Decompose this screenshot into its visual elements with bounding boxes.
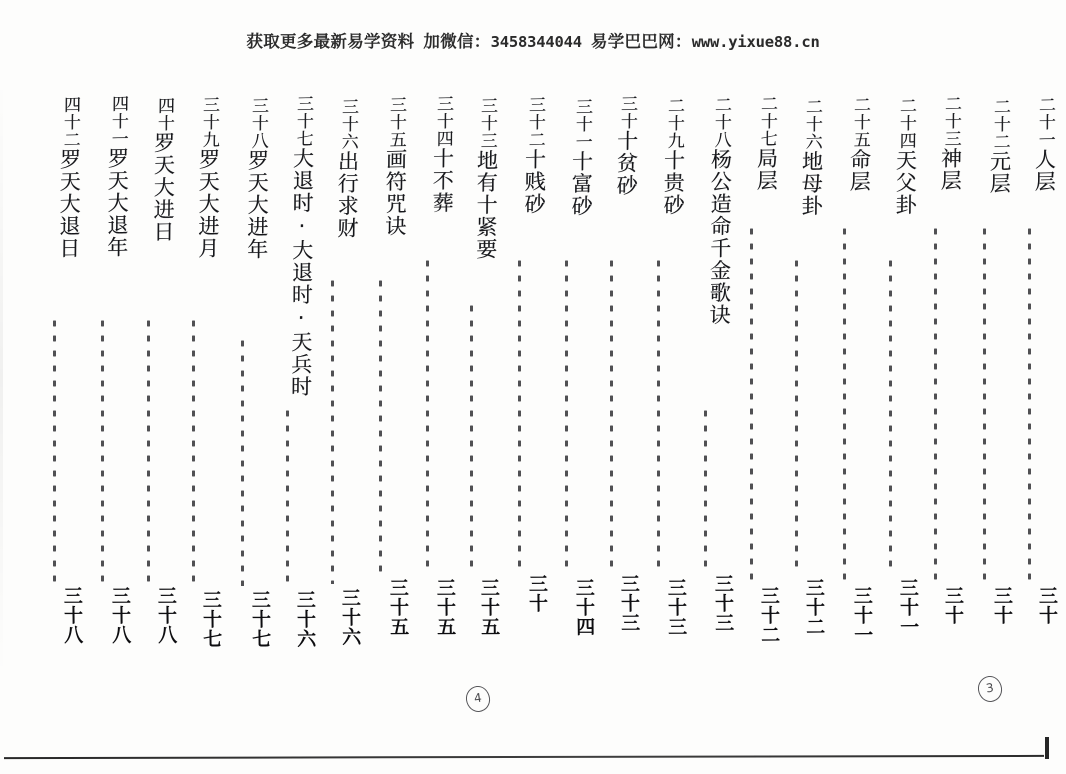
toc-entry[interactable] <box>777 78 826 638</box>
toc-entry-stack <box>825 78 874 645</box>
toc-entry-stack <box>408 78 457 638</box>
toc-entry-title: 出行求财 <box>335 150 360 240</box>
toc-dot-leader <box>610 256 613 570</box>
toc-entry[interactable] <box>223 78 271 649</box>
promo-site-label: 易学巴巴网： <box>590 32 692 51</box>
toc-dot-leader <box>241 336 244 586</box>
toc-page-number: 三十 <box>942 585 965 625</box>
toc-entry-number: 四十一 <box>107 94 129 148</box>
toc-page-number: 三十二 <box>757 585 781 645</box>
toc-page-number: 三十 <box>525 573 548 613</box>
toc-entry-number: 三十四 <box>432 94 454 148</box>
toc-entry-stack <box>965 78 1011 638</box>
toc-entry-heading <box>82 95 129 259</box>
toc-entry-heading <box>964 98 1011 196</box>
toc-page-number: 三十六 <box>293 589 317 649</box>
toc-entry[interactable] <box>129 78 178 645</box>
scan-corner-mark <box>1045 737 1049 759</box>
toc-dot-leader <box>565 256 568 574</box>
toc-entry-title: 罗天大退日 <box>56 148 82 260</box>
toc-entry-stack <box>916 78 965 638</box>
promo-watermark-header <box>0 28 1066 52</box>
toc-entry-number: 二十三 <box>940 94 962 148</box>
toc-entry-number: 三十八 <box>247 96 268 150</box>
toc-entry-number: 三十九 <box>198 95 220 149</box>
toc-page-number: 三十三 <box>617 573 640 633</box>
promo-wechat-id: 3458344044 <box>490 33 582 51</box>
toc-dot-leader <box>286 406 289 586</box>
toc-entry-title: 十贵砂 <box>660 149 686 217</box>
toc-entry-heading <box>776 98 823 218</box>
toc-dot-leader <box>795 256 798 574</box>
toc-entry-stack <box>500 78 546 638</box>
toc-page-number: 三十三 <box>712 573 735 633</box>
toc-entry-heading <box>731 95 778 193</box>
toc-entry-heading <box>451 97 498 261</box>
toc-entry-number: 二十二 <box>989 97 1010 151</box>
toc-page-number: 三十七 <box>199 589 223 649</box>
toc-entry-number: 三十五 <box>385 95 406 149</box>
promo-text-cn: 获取更多最新易学资料 <box>246 32 415 51</box>
toc-entry-number: 三十七 <box>292 94 313 148</box>
toc-page-number: 三十 <box>1035 585 1059 625</box>
toc-entry-heading <box>1009 96 1056 194</box>
toc-page-number: 三十八 <box>109 585 132 645</box>
toc-entry[interactable] <box>825 78 874 645</box>
toc-entry-stack <box>129 78 178 645</box>
toc-entry-number: 三十二 <box>524 95 545 149</box>
toc-dot-leader <box>983 224 986 582</box>
toc-entry-title: 罗天大退年 <box>104 147 130 259</box>
toc-entry-heading <box>173 96 220 260</box>
toc-page-number: 三十三 <box>664 577 688 637</box>
toc-page-number: 三十八 <box>60 585 84 645</box>
toc-entry-stack <box>223 78 271 649</box>
toc-page-number: 三十五 <box>386 577 409 637</box>
toc-dot-leader <box>426 256 429 574</box>
toc-entry[interactable] <box>408 78 457 638</box>
toc-dot-leader <box>1028 224 1031 582</box>
toc-entry[interactable] <box>1010 78 1059 638</box>
folio-mark: 3 <box>976 674 1003 703</box>
toc-entry-heading <box>499 96 546 216</box>
toc-entry-number: 二十一 <box>1034 95 1055 149</box>
toc-entry-heading <box>34 96 81 260</box>
toc-entry-stack <box>732 78 781 645</box>
toc-page-number: 三十四 <box>572 577 596 637</box>
toc-entry-title: 罗天大进年 <box>244 149 270 261</box>
toc-entry-heading <box>265 95 314 399</box>
toc-page-number: 三十 <box>990 585 1013 625</box>
toc-page-number: 三十二 <box>802 577 826 637</box>
toc-entry-title: 地母卦 <box>799 150 824 218</box>
toc-entry-title: 画符咒诀 <box>382 148 408 238</box>
toc-entry-heading <box>825 96 872 194</box>
toc-dot-leader <box>379 276 382 574</box>
toc-dot-leader <box>101 316 104 582</box>
toc-page-number: 三十五 <box>433 577 457 637</box>
toc-entry[interactable] <box>916 78 965 638</box>
toc-entry[interactable] <box>174 78 223 649</box>
toc-entry-title: 元层 <box>986 150 1012 195</box>
toc-entry-heading <box>312 98 359 240</box>
toc-entry-stack <box>35 78 84 645</box>
toc-entry-stack <box>871 78 920 638</box>
toc-entry-number: 二十六 <box>801 97 823 151</box>
toc-entry-heading <box>407 95 454 215</box>
toc-entry-heading <box>684 96 732 327</box>
toc-entry[interactable] <box>35 78 84 645</box>
toc-entry-title: 十富砂 <box>569 150 594 218</box>
toc-entry[interactable] <box>452 78 501 638</box>
toc-dot-leader <box>657 256 660 574</box>
toc-entry[interactable] <box>500 78 546 638</box>
toc-entry-stack <box>174 78 223 649</box>
toc-dot-leader <box>889 256 892 574</box>
toc-entry-title: 命层 <box>847 148 873 193</box>
toc-dot-leader <box>470 301 473 574</box>
toc-entry-stack <box>777 78 826 638</box>
toc-entry-number: 二十九 <box>663 96 684 150</box>
toc-page-number: 三十六 <box>338 587 362 647</box>
toc-dot-leader <box>192 316 195 586</box>
toc-entry-number: 三十六 <box>337 97 359 151</box>
toc-page-number: 三十八 <box>154 585 178 645</box>
toc-entry-stack <box>547 78 596 638</box>
toc-entry-title: 地有十紧要 <box>473 149 499 261</box>
toc-entry-title: 十贫砂 <box>613 129 639 197</box>
toc-entry-stack <box>313 78 362 647</box>
toc-entry-heading <box>359 96 406 238</box>
toc-entry-heading <box>638 97 685 217</box>
toc-entry-stack <box>686 78 735 638</box>
toc-entry-stack <box>639 78 688 638</box>
toc-entry[interactable] <box>686 78 735 638</box>
toc-entry-number: 二十四 <box>895 96 916 150</box>
toc-page-number: 三十五 <box>478 577 501 637</box>
toc-entry[interactable] <box>361 78 407 638</box>
promo-wechat-label: 加微信： <box>423 32 491 51</box>
promo-site-url: www.yixue88.cn <box>691 33 820 51</box>
toc-entry-stack <box>452 78 501 638</box>
toc-entry-heading <box>127 97 174 244</box>
toc-entry-stack <box>268 78 317 649</box>
toc-dot-leader <box>331 276 334 584</box>
toc-entry-number: 三十 <box>616 94 637 130</box>
toc-dot-leader <box>704 406 707 570</box>
toc-entry[interactable] <box>268 78 317 649</box>
toc-entry[interactable] <box>639 78 688 638</box>
toc-entry-title: 罗天大进日 <box>150 131 176 244</box>
toc-entry-stack <box>592 78 638 638</box>
toc-entry[interactable] <box>871 78 920 638</box>
toc-entry-title: 人层 <box>1032 148 1057 193</box>
toc-column-area <box>0 78 1066 698</box>
toc-entry-heading <box>915 95 962 193</box>
toc-entry-number: 三十一 <box>571 97 593 151</box>
toc-page-number: 三十一 <box>896 577 920 637</box>
toc-entry-title: 大退时·大退时·天兵时 <box>288 147 315 398</box>
toc-entry-stack <box>1010 78 1059 638</box>
toc-entry-heading <box>546 98 593 218</box>
toc-dot-leader <box>934 224 937 582</box>
toc-entry-number: 四十 <box>153 96 174 132</box>
toc-entry-title: 十贱砂 <box>521 148 547 216</box>
toc-entry-heading <box>591 95 638 198</box>
toc-entry[interactable] <box>83 78 132 645</box>
toc-entry-heading <box>221 97 268 261</box>
toc-entry-number: 四十二 <box>59 95 80 149</box>
toc-dot-leader <box>518 256 521 570</box>
toc-dot-leader <box>843 224 846 582</box>
toc-entry-title: 天父卦 <box>892 149 918 217</box>
toc-entry-title: 杨公造命千金歌诀 <box>707 148 733 327</box>
toc-entry[interactable] <box>965 78 1011 638</box>
toc-entry-heading <box>870 97 917 217</box>
toc-entry-stack <box>83 78 132 645</box>
toc-entry-number: 二十八 <box>710 95 732 149</box>
toc-entry-title: 罗天大进月 <box>195 148 221 260</box>
toc-entry-title: 局层 <box>753 147 779 192</box>
toc-entry-title: 十不葬 <box>430 147 455 215</box>
toc-entry[interactable] <box>592 78 638 638</box>
toc-entry-number: 二十七 <box>756 94 777 148</box>
toc-entry-number: 三十三 <box>476 96 498 150</box>
scan-bottom-edge-line <box>4 755 1044 759</box>
toc-entry[interactable] <box>313 78 362 647</box>
toc-entry[interactable] <box>547 78 596 638</box>
toc-entry-number: 二十五 <box>850 95 871 149</box>
toc-dot-leader <box>53 316 56 582</box>
toc-entry-title: 神层 <box>938 147 963 192</box>
toc-entry-stack <box>361 78 407 638</box>
toc-dot-leader <box>147 316 150 582</box>
toc-page-number: 三十七 <box>248 589 271 649</box>
toc-dot-leader <box>750 224 753 582</box>
toc-page-number: 三十一 <box>851 585 874 645</box>
folio-mark: 4 <box>464 684 491 713</box>
toc-entry[interactable] <box>732 78 781 645</box>
